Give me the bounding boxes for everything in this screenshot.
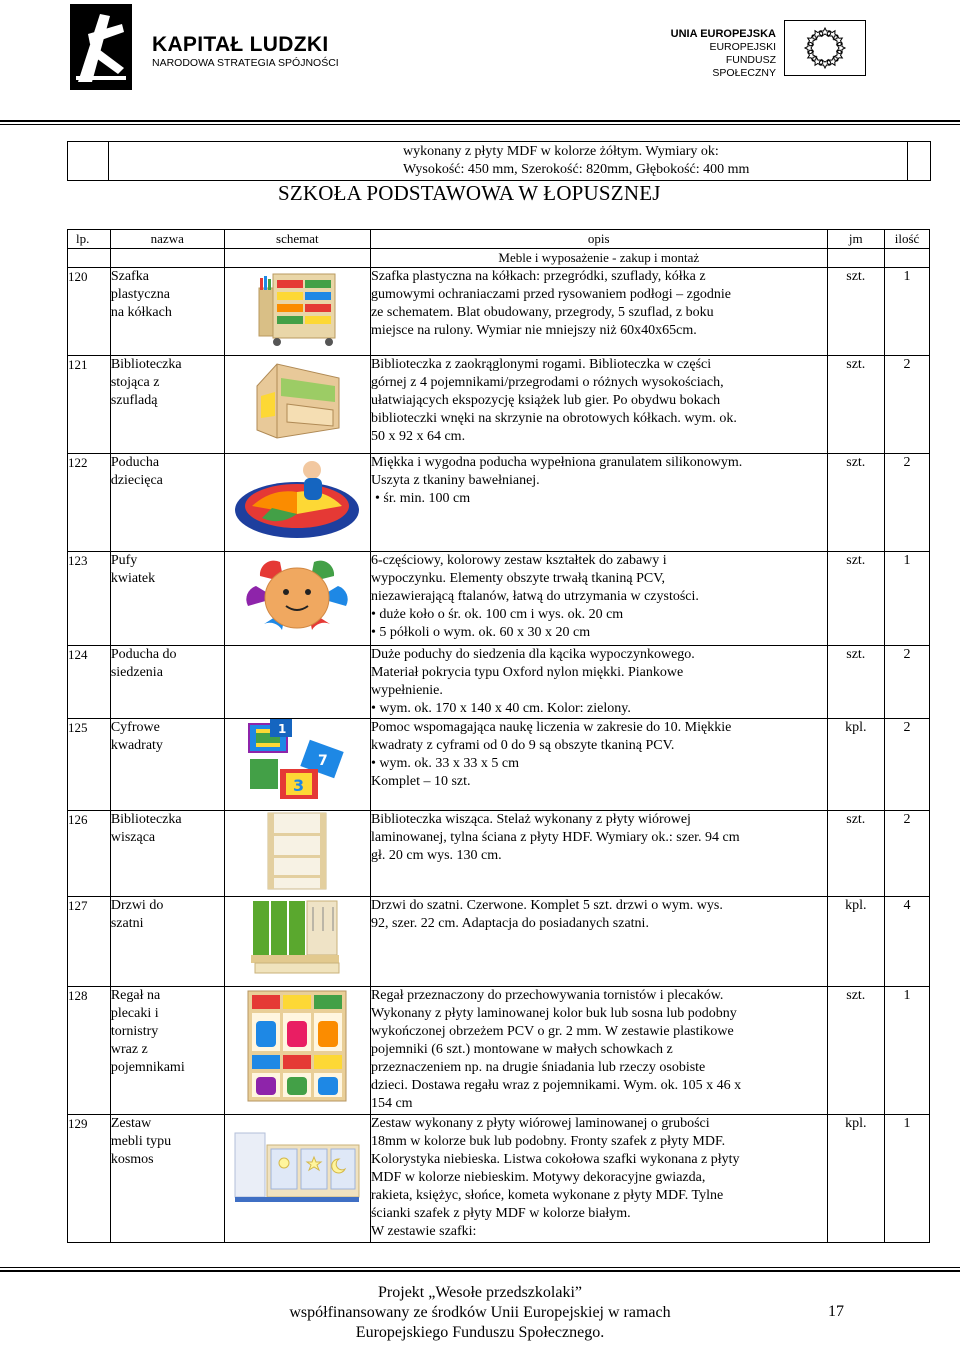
footer-line1: Projekt „Wesołe przedszkolaki”	[378, 1284, 582, 1301]
row-qty: 1	[885, 987, 930, 1115]
header-ilosc: ilość	[885, 230, 930, 249]
kapital-ludzki-logo-icon	[70, 4, 132, 90]
ue-line2: EUROPEJSKI	[709, 41, 776, 53]
page-footer	[0, 1283, 960, 1343]
row-name: Pufy kwiatek	[110, 552, 224, 646]
row-image	[224, 1115, 370, 1243]
row-qty: 2	[885, 356, 930, 454]
row-description: Regał przeznaczony do przechowywania tornistów i plecaków. Wykonany z płyty laminowanej kolor buk lub sosna lub podobny wykończonej obrzeżem PCV o gr. 2 mm. W zestawie plastikowe pojemniki (6 szt.) montowane w małych schowkach z przeznaczeniem np. na drugie śniadania lub rzeczy osobiste dzieci. Dostawa regału wraz z pojemnikami. Wym. ok. 105 x 46 x 154 cm	[370, 987, 827, 1115]
row-name: Biblioteczka wisząca	[110, 811, 224, 897]
footer-line3: Europejskiego Funduszu Społecznego.	[355, 1324, 605, 1341]
svg-text:1: 1	[278, 722, 287, 736]
row-unit: szt.	[827, 552, 884, 646]
svg-text:7: 7	[318, 753, 329, 769]
row-image	[224, 719, 370, 811]
ue-label	[664, 28, 776, 80]
page-header	[0, 0, 960, 100]
row-description: 6-częściowy, kolorowy zestaw kształtek do zabawy i wypoczynku. Elementy obszyte trwałą tkaniną PCV, niezawierającą ftalanów, łatwą do utrzymania w czystości. • duże koło o śr. ok. 100 cm i wys. ok. 20 cm • 5 półkoli o wym. ok. 60 x 30 x 20 cm	[370, 552, 827, 646]
ue-line3: FUNDUSZ SPOŁECZNY	[712, 54, 776, 79]
row-name: Regał na plecaki i tornistry wraz z pojemnikami	[110, 987, 224, 1115]
table-row	[68, 987, 930, 1115]
row-qty: 1	[885, 268, 930, 356]
page-number: 17	[828, 1303, 844, 1320]
table-row	[68, 268, 930, 356]
row-image	[224, 356, 370, 454]
row-qty: 2	[885, 811, 930, 897]
section-title: Meble i wyposażenie - zakup i montaż	[370, 249, 827, 268]
header-schemat: schemat	[224, 230, 370, 249]
row-image	[224, 552, 370, 646]
cushion-icon	[232, 454, 362, 540]
header-nazwa: nazwa	[110, 230, 224, 249]
table-row	[68, 719, 930, 811]
items-table	[67, 229, 930, 1243]
row-unit: szt.	[827, 454, 884, 552]
row-description: Biblioteczka z zaokrąglonymi rogami. Biblioteczka w części górnej z 4 pojemnikami/przegrodami o różnych wysokościach, ułatwiających ekspozycję książek lub gier. Po obydwu bokach biblioteczki wnęki na skrzynie na obrotowych kółkach. wym. ok. 50 x 92 x 64 cm.	[370, 356, 827, 454]
art-cabinet-icon	[255, 268, 339, 348]
table-row	[68, 646, 930, 719]
row-name: Poducha do siedzenia	[110, 646, 224, 719]
row-lp: 129	[68, 1115, 111, 1243]
section-row	[68, 249, 930, 268]
table-row	[68, 1115, 930, 1243]
row-unit: kpl.	[827, 1115, 884, 1243]
row-unit: kpl.	[827, 897, 884, 987]
row-unit: szt.	[827, 646, 884, 719]
header-jm: jm	[827, 230, 884, 249]
row-description: Pomoc wspomagająca naukę liczenia w zakresie do 10. Miękkie kwadraty z cyframi od 0 do 9 są obszyte tkaniną PCV. • wym. ok. 33 x 33 x 5 cm Komplet – 10 szt.	[370, 719, 827, 811]
svg-text:3: 3	[293, 776, 305, 795]
row-qty: 2	[885, 646, 930, 719]
row-description: Duże poduchy do siedzenia dla kącika wypoczynkowego. Materiał pokrycia typu Oxford nylon miękki. Piankowe wypełnienie. • wym. ok. 170 x 140 x 40 cm. Kolor: zielony.	[370, 646, 827, 719]
continuation-text: wykonany z płyty MDF w kolorze żółtym. Wymiary ok: Wysokość: 450 mm, Szerokość: 820mm, Głębokość: 400 mm	[403, 144, 750, 177]
table-row	[68, 811, 930, 897]
row-image	[224, 268, 370, 356]
row-lp: 121	[68, 356, 111, 454]
row-lp: 125	[68, 719, 111, 811]
backpack-shelf-icon	[244, 987, 350, 1105]
row-name: Drzwi do szatni	[110, 897, 224, 987]
row-description: Miękka i wygodna poducha wypełniona granulatem silikonowym. Uszyta z tkaniny bawełnianej. • śr. min. 100 cm	[370, 454, 827, 552]
flower-pouf-icon	[242, 552, 352, 638]
row-lp: 122	[68, 454, 111, 552]
ue-line1: UNIA EUROPEJSKA	[670, 28, 776, 40]
cosmos-furniture-icon	[231, 1115, 363, 1205]
row-name: Biblioteczka stojąca z szufladą	[110, 356, 224, 454]
row-description: Zestaw wykonany z płyty wiórowej laminowanej o grubości 18mm w kolorze buk lub podobny. Fronty szafek z płyty MDF. Kolorystyka niebieska. Listwa cokołowa szafki wykonana z płyty MDF w kolorze niebieskim. Motywy dekoracyjne gwiazda, rakieta, księżyc, słońce, kometa wykonane z płyty MDF. Tylne ścianki szafek z płyty MDF w kolorze białym. W zestawie szafki:	[370, 1115, 827, 1243]
row-description: Drzwi do szatni. Czerwone. Komplet 5 szt. drzwi o wym. wys. 92, szer. 22 cm. Adaptacja do posiadanych szatni.	[370, 897, 827, 987]
row-name: Poducha dziecięca	[110, 454, 224, 552]
header-opis: opis	[370, 230, 827, 249]
row-qty: 1	[885, 552, 930, 646]
row-name: Zestaw mebli typu kosmos	[110, 1115, 224, 1243]
locker-doors-icon	[247, 897, 347, 977]
row-lp: 127	[68, 897, 111, 987]
row-qty: 2	[885, 719, 930, 811]
row-image	[224, 811, 370, 897]
row-unit: szt.	[827, 356, 884, 454]
row-name: Cyfrowe kwadraty	[110, 719, 224, 811]
table-row	[68, 552, 930, 646]
row-lp: 128	[68, 987, 111, 1115]
school-title: SZKOŁA PODSTAWOWA W ŁOPUSZNEJ	[278, 181, 661, 205]
eu-flag-icon	[784, 20, 866, 76]
table-row	[68, 897, 930, 987]
row-unit: szt.	[827, 987, 884, 1115]
row-unit: szt.	[827, 268, 884, 356]
number-squares-icon	[242, 719, 352, 803]
row-image	[224, 454, 370, 552]
row-qty: 2	[885, 454, 930, 552]
bookcase-icon	[247, 356, 347, 442]
row-name: Szafka plastyczna na kółkach	[110, 268, 224, 356]
row-description: Szafka plastyczna na kółkach: przegródki, szuflady, kółka z gumowymi ochraniaczami przed rysowaniem podłogi – zgodnie ze schematem. Blat obudowany, przegrody, 5 szuflad, z boku miejsce na rulony. Wymiar nie mniejszy niż 60x40x65cm.	[370, 268, 827, 356]
table-row	[68, 454, 930, 552]
row-unit: kpl.	[827, 719, 884, 811]
table-row	[68, 356, 930, 454]
row-qty: 1	[885, 1115, 930, 1243]
footer-line2: współfinansowany ze środków Unii Europejskiej w ramach	[289, 1304, 671, 1321]
row-lp: 120	[68, 268, 111, 356]
row-image	[224, 987, 370, 1115]
row-qty: 4	[885, 897, 930, 987]
row-image	[224, 646, 370, 719]
hanging-bookcase-icon	[264, 811, 330, 891]
row-lp: 124	[68, 646, 111, 719]
row-unit: szt.	[827, 811, 884, 897]
kapital-ludzki-subtitle: NARODOWA STRATEGIA SPÓJNOŚCI	[152, 57, 339, 69]
header-lp: lp.	[68, 230, 111, 249]
table-header-row	[68, 230, 930, 249]
kapital-ludzki-title: KAPITAŁ LUDZKI	[152, 33, 329, 56]
row-lp: 123	[68, 552, 111, 646]
row-image	[224, 897, 370, 987]
row-description: Biblioteczka wisząca. Stelaż wykonany z płyty wiórowej laminowanej, tylna ściana z płyty HDF. Wymiary ok.: szer. 94 cm gł. 20 cm wys. 130 cm.	[370, 811, 827, 897]
row-lp: 126	[68, 811, 111, 897]
